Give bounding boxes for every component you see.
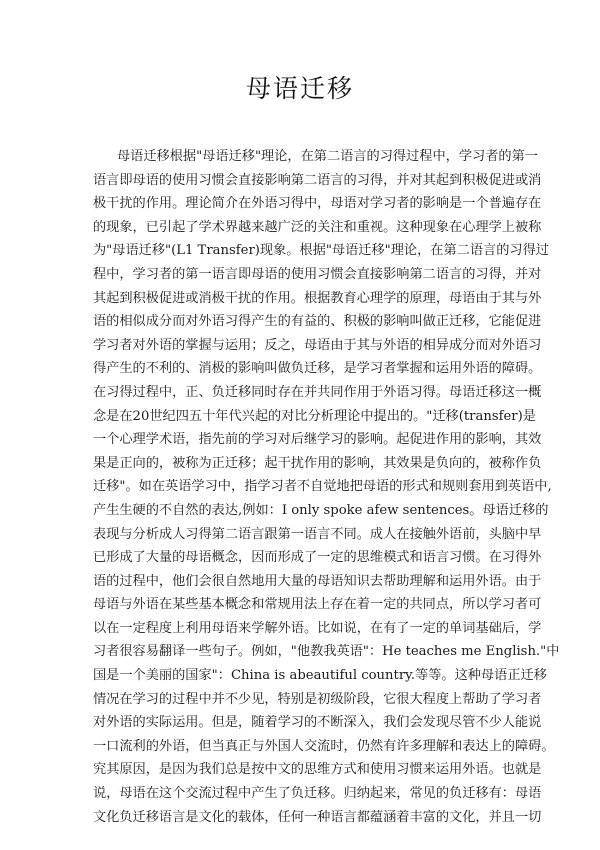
body-line: 果是正向的，被称为正迁移；起干扰作用的影响，其效果是负向的，被称作负 bbox=[93, 455, 542, 471]
body-line: 语言即母语的使用习惯会直接影响第二语言的习得，并对其起到积极促进或消 bbox=[93, 172, 542, 188]
body-line: 一个心理学术语，指先前的学习对后继学习的影响。起促进作用的影响，其效 bbox=[93, 432, 542, 448]
document-body bbox=[93, 145, 560, 829]
body-line: 学习者对外语的掌握与运用；反之，母语由于其与外语的相异成分而对外语习 bbox=[93, 337, 542, 353]
body-line: 迁移"。如在英语学习中，指学习者不自觉地把母语的形式和规则套用到英语中, bbox=[93, 479, 552, 495]
body-line: 以在一定程度上利用母语来学解外语。比如说，在有了一定的单词基础后，学 bbox=[93, 620, 542, 636]
body-line: 国是一个美丽的国家"：China is abeautiful country.等等。这种母语正迁移 bbox=[93, 668, 547, 684]
body-line: 的现象，已引起了学术界越来越广泛的关注和重视。这种现象在心理学上被称 bbox=[93, 219, 542, 235]
body-line: 程中，学习者的第一语言即母语的使用习惯会直接影响第二语言的习得，并对 bbox=[93, 266, 542, 282]
body-line: 语的过程中，他们会很自然地用大量的母语知识去帮助理解和运用外语。由于 bbox=[93, 573, 542, 589]
body-line: 产生生硬的不自然的表达,例如：I only spoke afew sentences。母语迁移的 bbox=[93, 502, 549, 518]
body-line: 情况在学习的过程中并不少见，特别是初级阶段，它很大程度上帮助了学习者 bbox=[93, 691, 542, 707]
body-line: 在习得过程中，正、负迁移同时存在并共同作用于外语习得。母语迁移这一概 bbox=[93, 384, 542, 400]
body-line: 说，母语在这个交流过程中产生了负迁移。归纳起来，常见的负迁移有：母语 bbox=[93, 786, 542, 802]
document-title: 母语迁移 bbox=[245, 74, 354, 103]
body-line: 其起到积极促进或消极干扰的作用。根据教育心理学的原理，母语由于其与外 bbox=[93, 290, 542, 306]
body-line: 文化负迁移语言是文化的载体，任何一种语言都蕴涵着丰富的文化，并且一切 bbox=[93, 809, 542, 825]
body-line: 对外语的实际运用。但是，随着学习的不断深入，我们会发现尽管不少人能说 bbox=[93, 715, 542, 731]
body-line: 母语与外语在某些基本概念和常规用法上存在着一定的共同点，所以学习者可 bbox=[93, 597, 542, 613]
body-line: 极干扰的作用。理论简介在外语习得中，母语对学习者的影响是一个普遍存在 bbox=[93, 196, 542, 212]
body-line: 已形成了大量的母语概念，因而形成了一定的思维模式和语言习惯。在习得外 bbox=[93, 550, 542, 566]
body-line: 表现与分析成人习得第二语言跟第一语言不同。成人在接触外语前，头脑中早 bbox=[93, 526, 542, 542]
body-line: 为"母语迁移"(L1 Transfer)现象。根据"母语迁移"理论，在第二语言的习得过 bbox=[93, 243, 549, 259]
body-line: 一口流利的外语，但当真正与外国人交流时，仍然有许多理解和表达上的障碍。 bbox=[93, 738, 555, 754]
body-line: 母语迁移根据"母语迁移"理论，在第二语言的习得过程中，学习者的第一 bbox=[117, 149, 538, 164]
body-line: 念是在20世纪四五十年代兴起的对比分析理论中提出的。"迁移(transfer)是 bbox=[93, 408, 536, 424]
body-line: 习者很容易翻译一些句子。例如，"他教我英语"：He teaches me English."中 bbox=[93, 644, 560, 660]
body-line: 究其原因，是因为我们总是按中文的思维方式和使用习惯来运用外语。也就是 bbox=[93, 762, 542, 778]
body-line: 得产生的不利的、消极的影响叫做负迁移，是学习者掌握和运用外语的障碍。 bbox=[93, 361, 542, 377]
body-line: 语的相似成分而对外语习得产生的有益的、积极的影响叫做正迁移，它能促进 bbox=[93, 314, 542, 330]
